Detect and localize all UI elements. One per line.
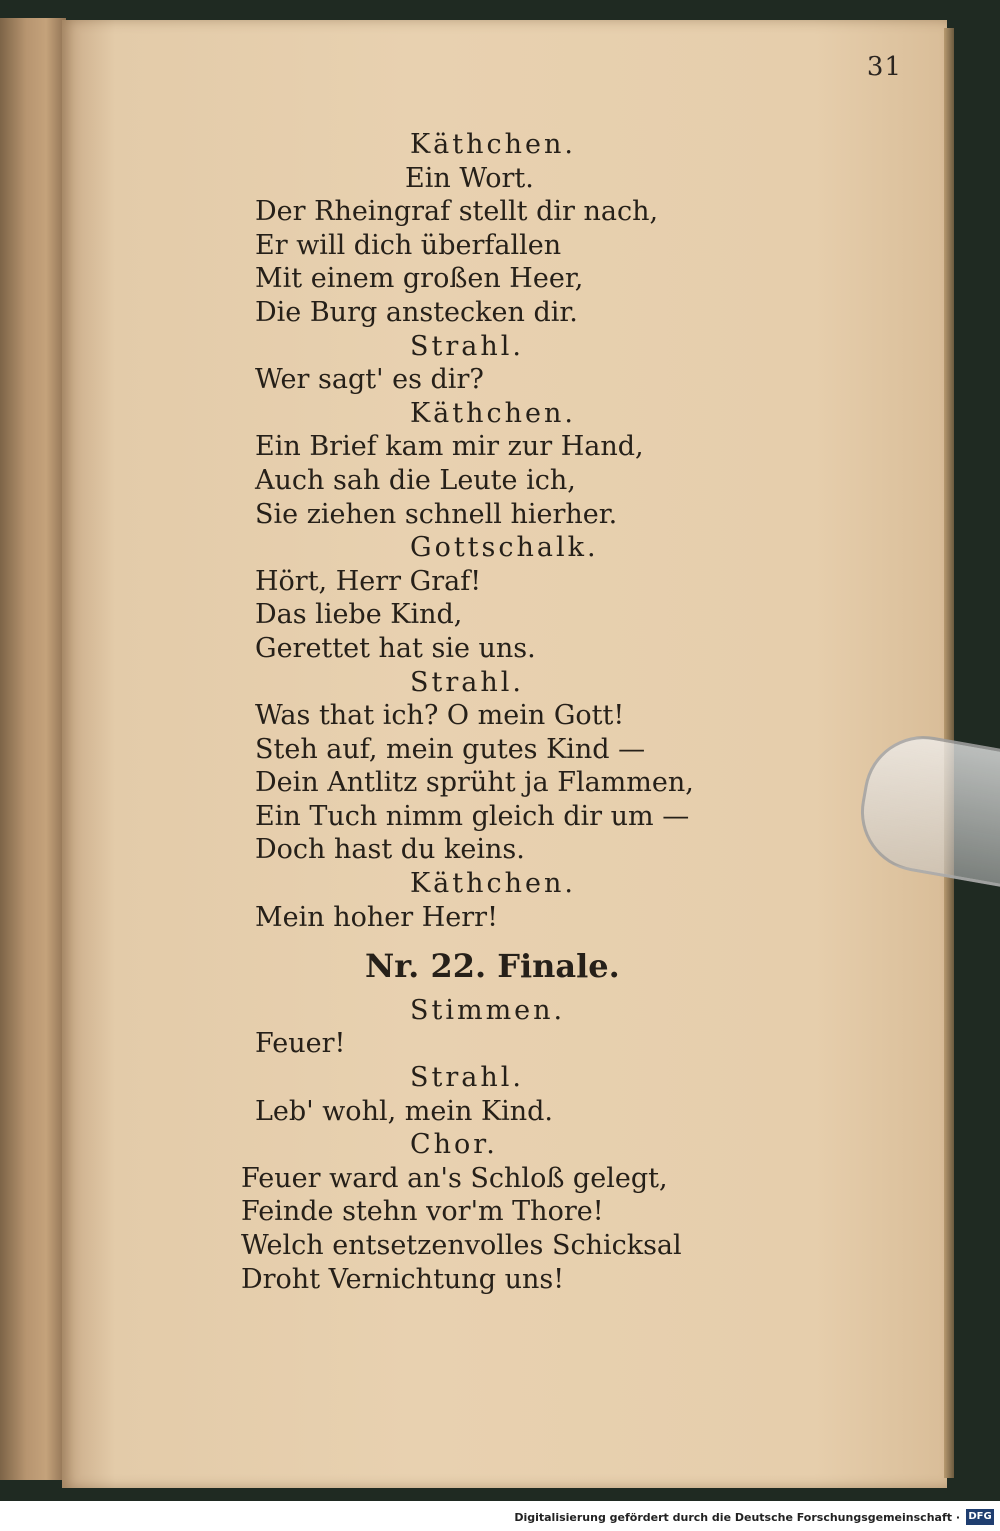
verse-line: Mein hoher Herr! [255, 901, 498, 933]
dfg-logo: DFG [966, 1509, 994, 1525]
verse-line: Doch hast du keins. [255, 834, 525, 866]
verse-line: Mit einem großen Heer, [255, 263, 584, 295]
verse-line: Was that ich? O mein Gott! [255, 700, 625, 732]
verse-line: Gerettet hat sie uns. [255, 632, 536, 664]
verse-line: Welch entsetzenvolles Schicksal [241, 1230, 682, 1261]
section-heading: Nr. 22. Finale. [365, 947, 620, 986]
text-block-1 [255, 128, 775, 934]
footer-credit: Digitalisierung gefördert durch die Deutsche Forschungsgemeinschaft · [514, 1511, 960, 1524]
speaker-name: Gottschalk. [410, 532, 599, 564]
verse-line: Das liebe Kind, [255, 599, 463, 631]
verse-line: Feuer! [255, 1028, 346, 1060]
verse-line: Feinde stehn vor'm Thore! [241, 1196, 604, 1228]
footer-bar [0, 1501, 1000, 1531]
left-page-edge [0, 18, 66, 1480]
verse-line: Wer sagt' es dir? [255, 364, 484, 396]
verse-line: Steh auf, mein gutes Kind — [255, 733, 646, 765]
verse-line: Dein Antlitz sprüht ja Flammen, [255, 767, 694, 799]
verse-line: Der Rheingraf stellt dir nach, [255, 196, 659, 228]
verse-line: Er will dich überfallen [255, 229, 562, 261]
speaker-name: Chor. [410, 1129, 498, 1161]
speaker-name: Käthchen. [410, 397, 576, 429]
speaker-name: Stimmen. [410, 994, 566, 1026]
speaker-name: Strahl. [410, 666, 524, 698]
verse-line: Die Burg anstecken dir. [255, 296, 578, 328]
speaker-name: Käthchen. [410, 868, 576, 900]
verse-line: Ein Brief kam mir zur Hand, [255, 431, 644, 463]
page-number: 31 [866, 52, 902, 82]
verse-line: Hört, Herr Graf! [255, 565, 482, 597]
verse-line: Feuer ward an's Schloß gelegt, [241, 1162, 668, 1194]
stage-line: Ein Wort. [405, 162, 534, 194]
speaker-name: Strahl. [410, 330, 524, 362]
text-block-2 [241, 994, 775, 1296]
page-text [241, 128, 775, 1296]
speaker-name: Strahl. [410, 1062, 524, 1094]
verse-line: Leb' wohl, mein Kind. [255, 1095, 554, 1127]
verse-line: Auch sah die Leute ich, [255, 464, 576, 496]
verse-line: Droht Vernichtung uns! [241, 1263, 565, 1295]
verse-line: Sie ziehen schnell hierher. [255, 498, 618, 530]
verse-line: Ein Tuch nimm gleich dir um — [255, 800, 690, 832]
speaker-name: Käthchen. [410, 129, 576, 160]
